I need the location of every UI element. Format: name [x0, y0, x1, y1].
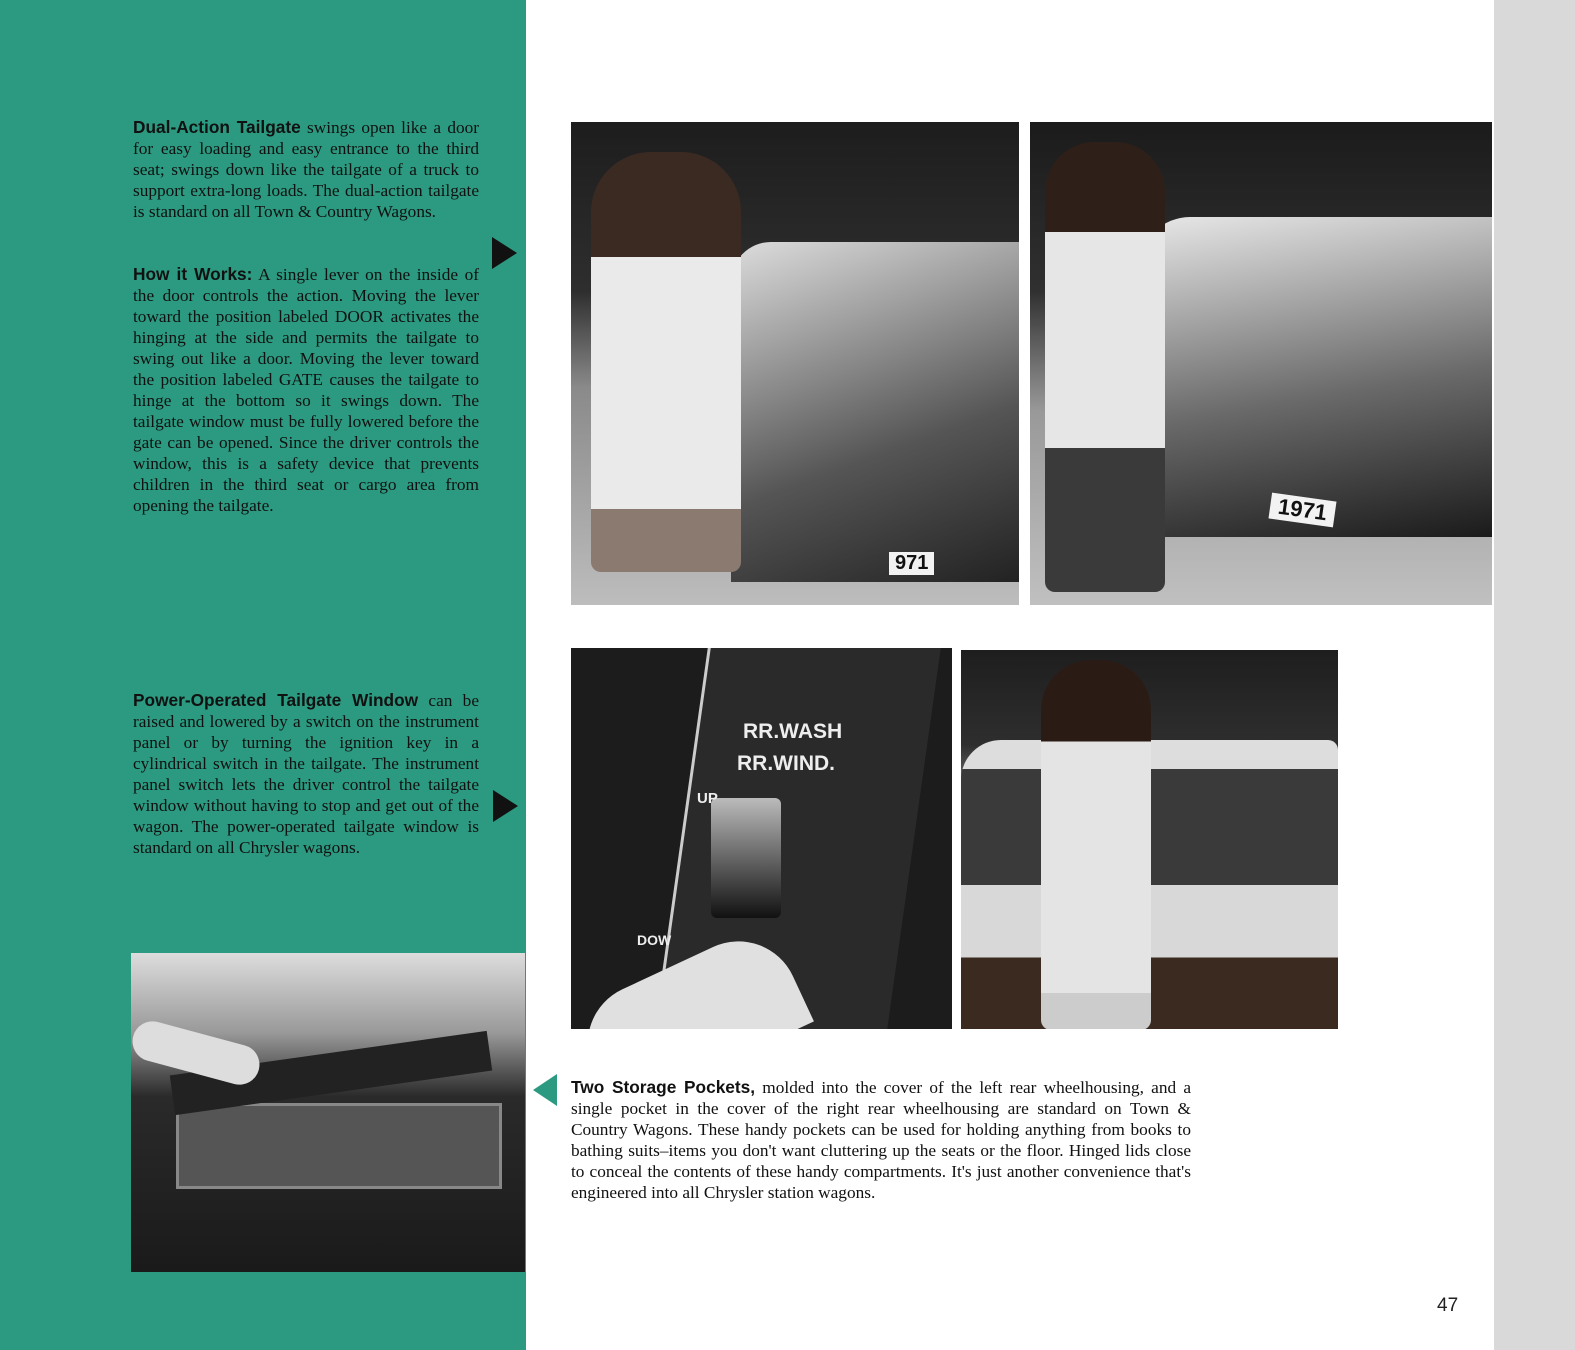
rr-wind-label: RR.WIND. — [737, 752, 835, 775]
woman-figure — [591, 152, 741, 572]
photo-power-window — [961, 650, 1338, 1029]
page-number: 47 — [1437, 1295, 1459, 1316]
photo-storage-pocket — [131, 953, 525, 1272]
down-label: DOW — [637, 932, 672, 948]
arrow-right-icon — [492, 237, 517, 269]
car-rear — [731, 242, 1019, 582]
license-plate: 971 — [889, 552, 934, 575]
heading: Power-Operated Tailgate Window — [133, 690, 419, 710]
heading: Two Storage Pockets, — [571, 1077, 756, 1097]
rocker-switch — [711, 798, 781, 918]
arrow-left-icon — [533, 1074, 557, 1106]
dual-action-tailgate-paragraph — [133, 117, 479, 222]
heading: How it Works: — [133, 264, 253, 284]
heading: Dual-Action Tailgate — [133, 117, 301, 137]
photo-tailgate-door-open — [571, 122, 1019, 605]
how-it-works-paragraph — [133, 264, 479, 516]
arrow-right-icon — [493, 790, 518, 822]
power-window-paragraph — [133, 690, 479, 858]
license-plate: 1971 — [1269, 493, 1337, 528]
body-text: A single lever on the inside of the door controls the action. Moving the lever toward the position labeled DOOR activates the hinging at the side and permits the tailgate to swing out like a door. Moving the lever toward the position labeled GATE causes the tailgate to hinge at the bottom so it swings down. The tailgate window must be fully lowered before the gate can be opened. Since the driver controls the window, this is a safety device that prevents children in the third seat or cargo area from opening the tailgate. — [133, 265, 479, 515]
pocket-opening — [176, 1103, 502, 1189]
woman-figure — [1045, 142, 1165, 592]
rr-wash-label: RR.WASH — [743, 720, 843, 743]
page-edge-strip — [1494, 0, 1575, 1350]
body-text: can be raised and lowered by a switch on the instrument panel or by turning the ignition key in a cylindrical switch in the tailgate. The instrument panel switch lets the driver control the tailgate window without having to stop and get out of the wagon. The power-operated tailgate window is standard on all Chrysler wagons. — [133, 691, 479, 857]
photo-tailgate-down — [1030, 122, 1492, 605]
woman-figure — [1041, 660, 1151, 1029]
storage-pockets-paragraph — [571, 1077, 1191, 1203]
body-text: molded into the cover of the left rear wheelhousing, and a single pocket in the cover of the right rear wheelhousing are standard on Town & Country Wagons. These handy pockets can be used for holding anything from books to bathing suits–items you don't want cluttering up the seats or the floor. Hinged lids close to conceal the contents of these handy compartments. It's just another convenience that's engineered into all Chrysler station wagons. — [571, 1078, 1191, 1202]
body-text: swings open like a door for easy loading and easy entrance to the third seat; swings down like the tailgate of a truck to support extra-long loads. The dual-action tailgate is standard on all Town & Country Wagons. — [133, 118, 479, 221]
up-label: UP — [697, 790, 718, 807]
car-rear — [1140, 217, 1492, 537]
photo-window-switch — [571, 648, 952, 1029]
